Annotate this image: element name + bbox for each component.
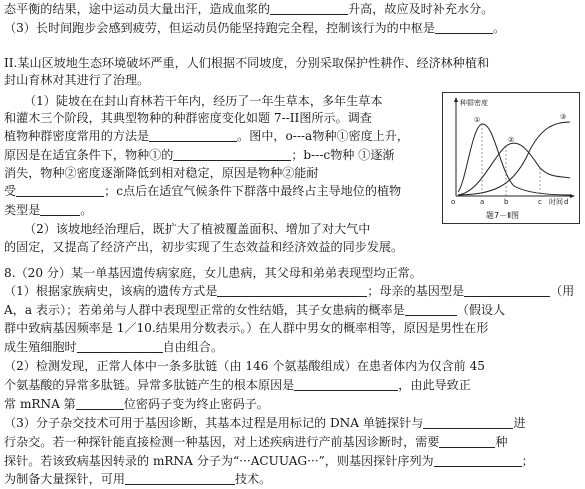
answer-blank (76, 397, 124, 410)
text-line: 植物种群密度常用的方法是 。图中，o---a物种①密度上升， (4, 129, 410, 143)
text-line: 探针。若该致病基因转录的 mRNA 分子为“···ACUUAG···”，则基因探针序列为 ； (4, 454, 534, 468)
density-curve-chart (442, 92, 580, 224)
figure-caption: 题7－Ⅱ图 (486, 211, 520, 220)
answer-blank (405, 303, 457, 316)
point-label-a: a (480, 198, 485, 206)
text-line: 群中致病基因频率是 1／10.结果用分数表示。）在人群中男女的概率相等，原因是男性在形 (4, 321, 489, 335)
text-line: 类型是 。 (4, 203, 93, 217)
text-line: （3）长时间跑步会感到疲劳，但运动员仍能坚持跑完全程，控制该行为的中枢是 。 (4, 21, 506, 35)
answer-blank (16, 184, 104, 197)
text-line: 成生殖细胞时 自由组合。 (4, 340, 224, 354)
text-line: （3）分子杂交技术可用于基因诊断，其基本过程是用标记的 DNA 单链探针与 进 (4, 416, 526, 430)
answer-blank (423, 416, 513, 429)
answer-blank (439, 435, 495, 448)
series-label-3: ③ (560, 113, 567, 121)
origin-label: o (451, 198, 456, 206)
text-line: 为制备大量探针，可用 技术。 (4, 472, 272, 486)
text-line: 和灌木三个阶段，其典型物种的种群密度变化如题 7--II图所示。调查 (4, 111, 372, 125)
text-line: （2）检测发现，正常人体中一条多肽链（由 146 个氨基酸组成）在患者体内为仅含前 45 (4, 359, 485, 373)
text-line: 原因是在适宜条件下，物种①的 ；b---c物种 ①逐渐 (4, 148, 395, 162)
section-intro: II.某山区坡地生态环境破坏严重，人们根据不同坡度，分别采取保护性耕作、经济林种植和 (4, 56, 490, 70)
text-line: （2）该坡地经治理后，既扩大了植被覆盖面积、增加了对大气中 (24, 222, 371, 236)
answer-blank (464, 284, 550, 297)
answer-blank (40, 203, 80, 216)
population-density-figure (442, 92, 580, 224)
answer-blank (270, 2, 348, 15)
text-line: 常 mRNA 第 位密码子变为终止密码子。 (4, 397, 269, 411)
answer-blank (435, 21, 493, 34)
text-line: 受 ；c点后在适宜气候条件下群落中最终占主导地位的植物 (4, 184, 402, 198)
text-line: （1）陡坡在在封山育林若干年内，经历了一年生草本，多年生草本 (24, 94, 383, 108)
x-axis-label: 时间 (549, 198, 563, 206)
series-label-1: ① (474, 116, 481, 124)
answer-blank (77, 340, 163, 353)
answer-blank (149, 129, 237, 142)
text-line: 态平衡的结果，途中运动员大量出汗，造成血浆的 升高，故应及时补充水分。 (4, 2, 494, 16)
answer-blank (217, 284, 367, 297)
answer-blank (125, 472, 235, 485)
text-line: 行杂交。若一种探针能直接检测一种基因，对上述疾病进行产前基因诊断时，需要 种 (4, 435, 508, 449)
text-line: 封山育林对其进行了治理。 (4, 73, 150, 87)
text-line: 消失，物种②密度逐渐降低到相对稳定，原因是物种②能耐 (4, 166, 319, 180)
text-line: 个氨基酸的异常多肽链。异常多肽链产生的根本原因是 ，由此导致正 (4, 378, 471, 392)
series-label-2: ② (508, 136, 515, 144)
question-heading: 8.（20 分）某一单基因遗传病家庭，女儿患病，其父母和弟弟表现型均正常。 (4, 266, 422, 280)
answer-blank (434, 454, 522, 467)
answer-blank (294, 378, 398, 391)
text-line: 的固定，又提高了经济产出，初步实现了生态效益和经济效益的同步发展。 (4, 240, 404, 254)
point-label-d: d (564, 198, 569, 206)
point-label-c: c (538, 198, 542, 206)
text-line: A，a 表示）；若弟弟与人群中表现型正常的女性结婚，其子女患病的概率是 （假设人 (4, 303, 506, 317)
text-line: （1）根据家族病史，该病的遗传方式是 ；母亲的基因型是 （用 (4, 284, 575, 298)
point-label-b: b (504, 198, 509, 206)
answer-blank (173, 148, 291, 161)
y-axis-label: 种群密度 (460, 99, 488, 107)
